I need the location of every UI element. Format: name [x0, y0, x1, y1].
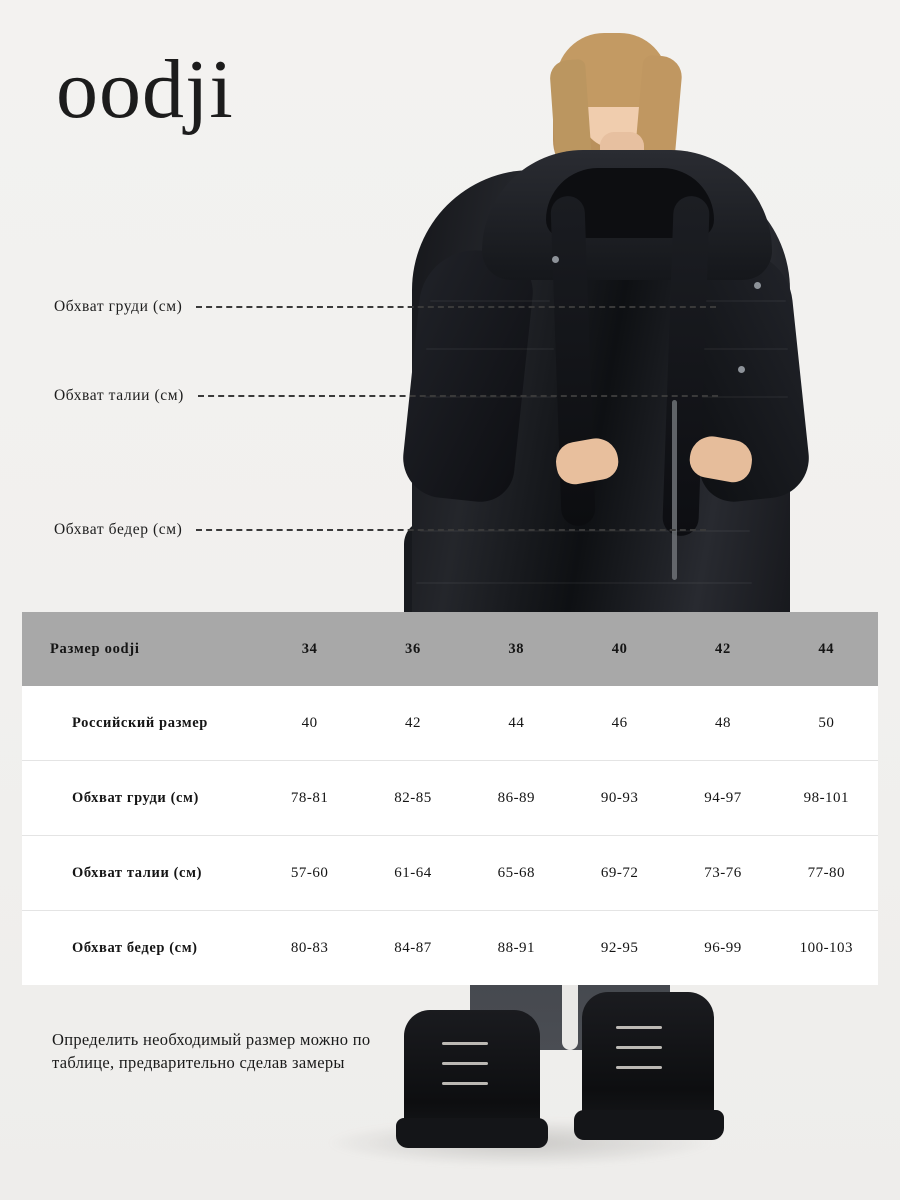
measurement-note: Определить необходимый размер можно по таблице, предварительно сделав замеры	[52, 1030, 371, 1073]
cell: 48	[671, 686, 774, 761]
header-size-40: 40	[611, 640, 628, 657]
snap-button	[754, 282, 761, 289]
coat-zipper	[672, 400, 677, 580]
cell: 57-60	[258, 836, 361, 911]
cell: 84-87	[394, 939, 432, 956]
header-size-44: 44	[818, 640, 835, 657]
callout-waist-dashed-line	[198, 395, 718, 398]
cell: 86-89	[465, 761, 568, 836]
boot-sole-right	[574, 1110, 724, 1140]
row-label-hips: Обхват бедер (см)	[72, 939, 198, 956]
size-table-head	[22, 612, 878, 686]
cell: 73-76	[671, 836, 774, 911]
boot-sole-left	[396, 1118, 548, 1148]
boot-lace	[616, 1066, 662, 1069]
size-table-wrapper	[22, 612, 878, 985]
cell: 88-91	[497, 939, 536, 956]
callout-waist	[54, 387, 718, 405]
callout-chest-label: Обхват груди (см)	[54, 298, 183, 315]
table-row	[22, 686, 878, 761]
cell: 65-68	[465, 836, 568, 911]
cell: 40	[258, 686, 361, 761]
boot-lace	[616, 1046, 662, 1049]
cell: 90-93	[568, 761, 671, 836]
cell: 77-80	[775, 836, 878, 911]
table-row	[22, 761, 878, 836]
callout-chest	[54, 298, 716, 316]
snap-button	[552, 256, 559, 263]
cell: 98-101	[775, 761, 878, 836]
boot-lace	[442, 1062, 488, 1065]
cell: 92-95	[600, 939, 639, 956]
cell: 100-103	[799, 939, 854, 956]
row-label-waist: Обхват талии (см)	[22, 836, 258, 911]
table-header-row	[22, 612, 878, 686]
brand-logo: oodji	[56, 43, 234, 136]
header-size-42: 42	[715, 640, 731, 657]
quilt-seam	[416, 582, 752, 584]
size-table	[22, 612, 878, 985]
table-row	[22, 911, 878, 986]
cell: 69-72	[568, 836, 671, 911]
cell: 78-81	[258, 761, 361, 836]
quilt-seam	[706, 300, 786, 302]
callout-hips-dashed-line	[196, 529, 706, 532]
table-row	[22, 836, 878, 911]
size-table-body	[22, 686, 878, 985]
cell: 46	[568, 686, 671, 761]
cell: 82-85	[361, 761, 464, 836]
cell: 94-97	[671, 761, 774, 836]
quilt-seam	[704, 348, 788, 350]
quilt-seam	[426, 348, 554, 350]
row-label-russian-size: Российский размер	[22, 686, 258, 761]
boot-lace	[616, 1026, 662, 1029]
cell: 42	[361, 686, 464, 761]
callout-chest-dashed-line	[196, 306, 716, 309]
cell: 61-64	[361, 836, 464, 911]
row-label-chest: Обхват груди (см)	[22, 761, 258, 836]
callout-hips-label: Обхват бедер (см)	[54, 521, 183, 538]
cell: 44	[465, 686, 568, 761]
boot-lace	[442, 1042, 488, 1045]
callout-waist-label: Обхват талии (см)	[54, 387, 184, 404]
cell: 96-99	[704, 939, 742, 956]
boot-lace	[442, 1082, 488, 1085]
header-size-oodji: Размер oodji	[50, 640, 140, 657]
callout-hips	[54, 521, 706, 539]
snap-button	[738, 366, 745, 373]
header-size-38: 38	[508, 640, 525, 657]
header-size-36: 36	[405, 640, 421, 657]
cell: 50	[775, 686, 878, 761]
cell: 80-83	[290, 939, 329, 956]
header-size-34: 34	[301, 640, 318, 657]
